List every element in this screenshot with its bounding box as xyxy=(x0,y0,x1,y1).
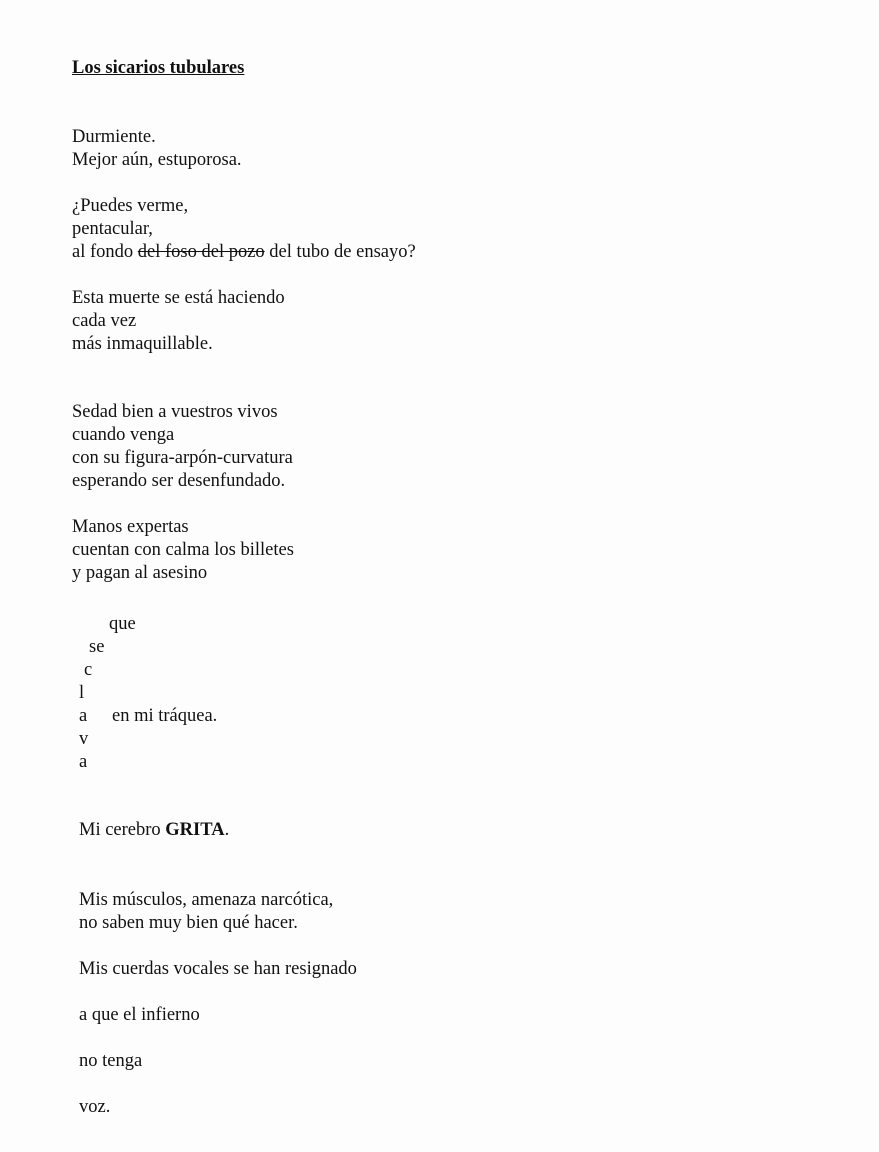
poem-line: Mejor aún, estuporosa. xyxy=(72,150,242,170)
line-text: al fondo xyxy=(72,242,138,262)
poem-line: Esta muerte se está haciendo xyxy=(72,288,285,308)
visual-letter: a xyxy=(79,706,88,726)
poem-line: no tenga xyxy=(79,1051,143,1071)
poem-line: más inmaquillable. xyxy=(72,334,213,354)
visual-letter: v xyxy=(79,729,89,749)
poem-line: a que el infierno xyxy=(79,1005,200,1025)
visual-letter: l xyxy=(79,683,85,703)
poem-line: Manos expertas xyxy=(72,517,189,537)
emphasis-text: GRITA xyxy=(165,820,225,840)
poem-line: con su figura-arpón-curvatura xyxy=(72,448,293,468)
poem-line: y pagan al asesino xyxy=(72,563,208,583)
visual-letter: que xyxy=(109,614,136,634)
poem-line: esperando ser desenfundado. xyxy=(72,471,286,491)
poem-line: Mis cuerdas vocales se han resignado xyxy=(79,959,357,979)
poem-line: Durmiente. xyxy=(72,127,156,147)
poem-title: Los sicarios tubulares xyxy=(72,58,245,78)
struck-text: del foso del pozo xyxy=(137,242,265,262)
poem-line: pentacular, xyxy=(72,219,153,239)
visual-letter: c xyxy=(84,660,93,680)
poem-line xyxy=(72,241,416,264)
poem-line: Mis músculos, amenaza narcótica, xyxy=(79,890,334,910)
poem-line: cuentan con calma los billetes xyxy=(72,540,294,560)
line-text: Mi cerebro xyxy=(79,820,166,840)
poem-line xyxy=(79,819,229,842)
visual-letter: se xyxy=(89,637,105,657)
line-text: del tubo de ensayo? xyxy=(264,242,416,262)
visual-letter: a xyxy=(79,752,88,772)
line-text: . xyxy=(224,820,230,840)
poem-line: cuando venga xyxy=(72,425,175,445)
poem-line: Sedad bien a vuestros vivos xyxy=(72,402,278,422)
poem-line: en mi tráquea. xyxy=(112,706,218,726)
poem-line: cada vez xyxy=(72,311,137,331)
poem-line: voz. xyxy=(79,1097,111,1117)
poem-line: ¿Puedes verme, xyxy=(72,196,189,216)
poem-line: no saben muy bien qué hacer. xyxy=(79,913,298,933)
